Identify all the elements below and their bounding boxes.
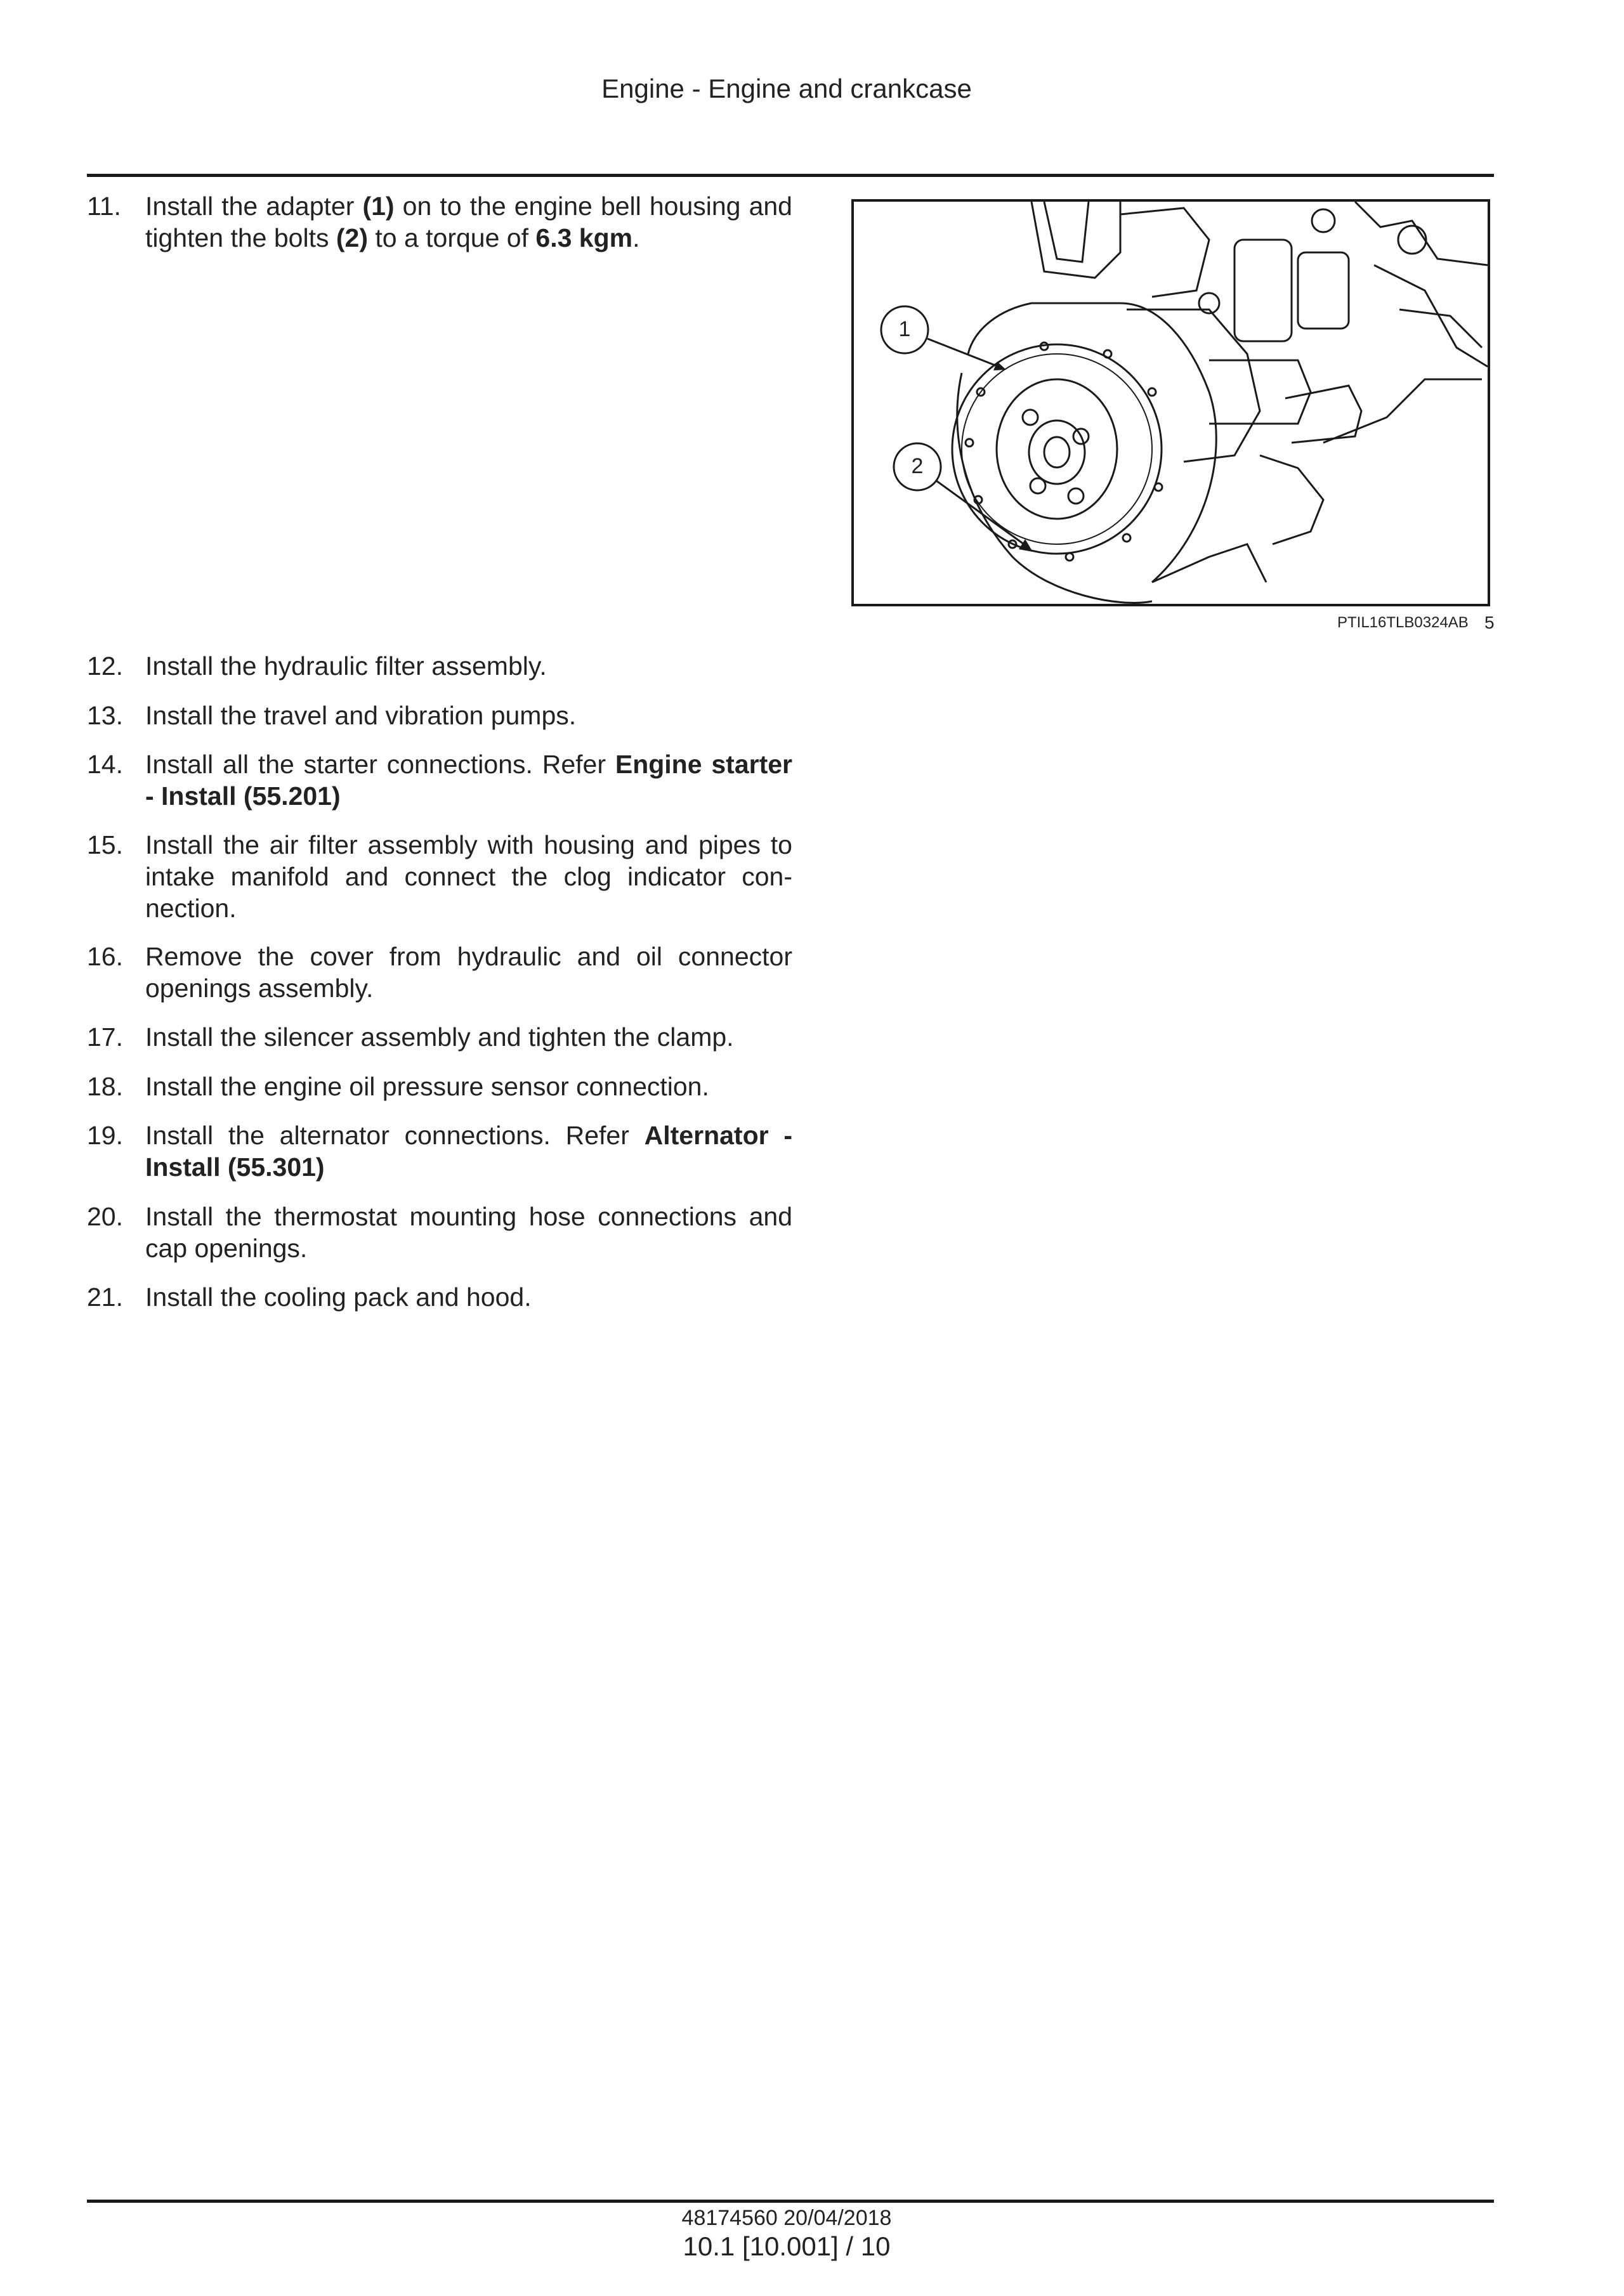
step-13 [87,700,792,731]
step-text-run: Install the engine oil pressure sensor connection. [145,1072,709,1101]
page-header: Engine - Engine and crankcase [601,74,972,103]
step-text-bold: 6.3 kgm [535,223,633,252]
step-text-bold: (1) [362,192,395,221]
figure-code: PTIL16TLB0324AB [1337,614,1469,631]
step-text-bold: Alternator - Install (55.301) [145,1121,792,1182]
step-text-run: Install the thermostat mounting hose connections and cap openings. [145,1202,792,1263]
step-text-run: Install the alternator connections. Refer [145,1121,645,1150]
step-15 [87,829,792,924]
callout-2-label: 2 [911,454,924,478]
step-16 [87,941,792,1004]
footer-doc-id: 48174560 20/04/2018 [681,2206,892,2230]
step-text-run: . [632,223,640,252]
step-text-run: Install all the starter connections. Refer [145,750,615,779]
step-number: 12. [87,651,123,681]
step-text-run: Install the travel and vibration pumps. [145,701,577,730]
step-18 [87,1071,792,1102]
step-number: 21. [87,1282,123,1312]
step-14 [87,748,792,812]
step-text-run: to a torque of [367,223,536,252]
engine-illustration [851,199,1490,606]
step-number: 11. [87,192,121,221]
step-text-run: Install the silencer assembly and tighten the clamp. [145,1022,734,1052]
step-number: 16. [87,942,123,971]
step-text [145,700,792,731]
step-text-bold: (2) [336,223,368,252]
step-number: 20. [87,1202,123,1231]
step-number: 18. [87,1072,123,1101]
step-text [145,650,792,682]
step-text-run: Install the adapter [145,192,363,221]
step-21 [87,1281,792,1313]
step-20 [87,1201,792,1264]
step-number: 14. [87,750,123,779]
step-text [145,1021,792,1053]
step-text [145,1201,792,1264]
footer-page-number: 10.1 [10.001] / 10 [683,2231,891,2261]
step-text-run: Remove the cover from hydraulic and oil connector openings assembly. [145,942,792,1003]
figure-number: 5 [1484,613,1495,632]
step-number: 17. [87,1022,123,1052]
step-number: 15. [87,830,123,859]
step-text [145,748,792,812]
step-text [145,1119,792,1183]
step-11 [87,190,792,254]
step-12 [87,650,792,682]
header-rule [87,174,1494,177]
step-text [145,1071,792,1102]
step-text [145,1281,792,1313]
step-number: 13. [87,701,123,730]
step-text-run: on to the engine bell housing and tighten the bolts [145,192,792,252]
step-text-run: Install the air filter assembly with housing and pipes to intake manifold and connect the clog indicator con- nection. [145,830,792,923]
step-19 [87,1119,792,1183]
footer-rule [87,2200,1494,2203]
step-17 [87,1021,792,1053]
callout-1-label: 1 [898,317,911,341]
step-number: 19. [87,1121,123,1150]
step-text-run: Install the hydraulic filter assembly. [145,651,547,681]
step-text [145,829,792,924]
step-text-bold: Engine starter - Install (55.201) [145,750,792,811]
step-text [145,941,792,1004]
step-text-run: Install the cooling pack and hood. [145,1282,532,1312]
step-text [145,190,792,254]
